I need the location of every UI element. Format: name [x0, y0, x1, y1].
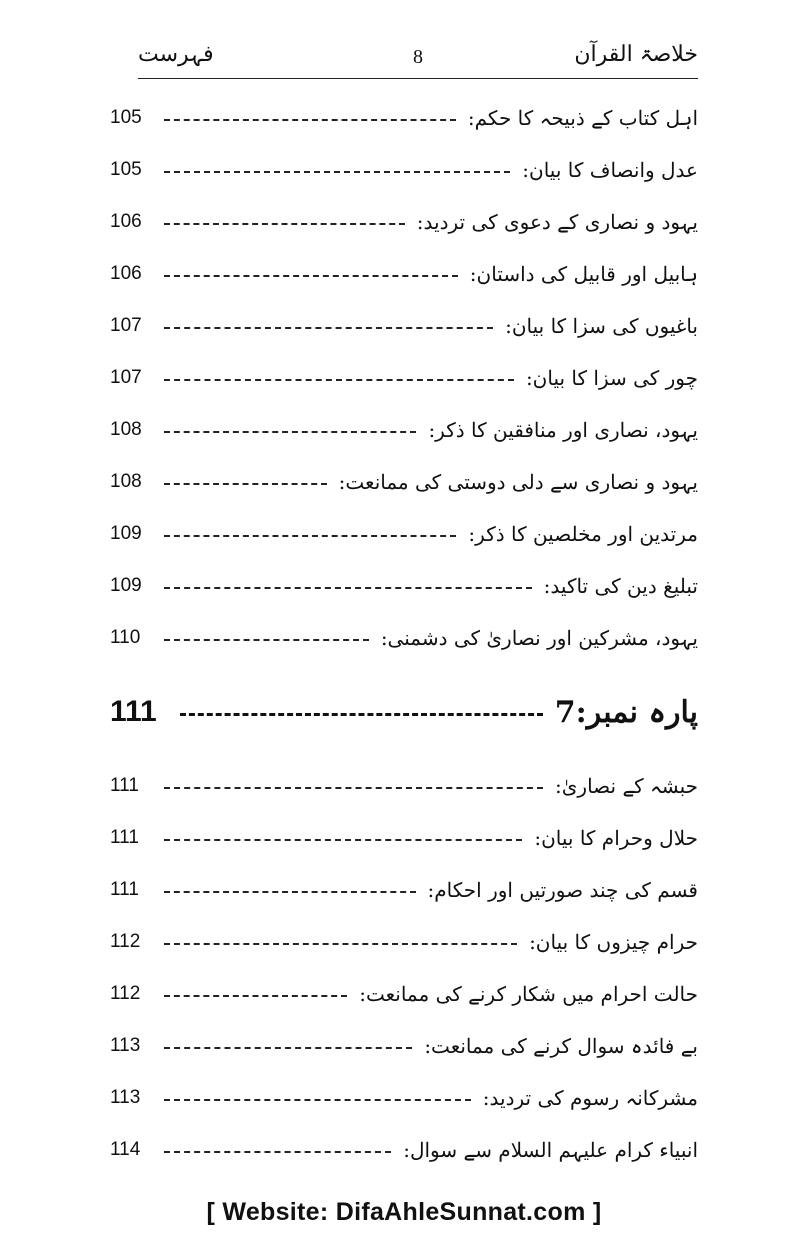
toc-row [110, 916, 698, 968]
dotted-leader [164, 891, 416, 893]
dotted-leader [164, 1151, 391, 1153]
toc-row [110, 92, 698, 144]
toc-entry-page: 111 [110, 879, 139, 900]
toc-row [110, 144, 698, 196]
toc-row [110, 508, 698, 560]
toc-entry-page: 111 [110, 775, 139, 796]
toc-entry-title: بے فائدہ سوال کرنے کی ممانعت: [424, 1034, 698, 1058]
toc-entry-page: 107 [110, 315, 142, 336]
toc-row [110, 352, 698, 404]
toc-entry-title: یہود، نصاری اور منافقین کا ذکر: [428, 418, 698, 442]
dotted-leader [164, 327, 493, 329]
dotted-leader [180, 713, 543, 716]
toc-entry-title: حالت احرام میں شکار کرنے کی ممانعت: [359, 982, 698, 1006]
toc-entry-title: حبشہ کے نصاریٰ: [555, 774, 698, 798]
toc-entry-page: 112 [110, 931, 141, 952]
toc-row [110, 404, 698, 456]
toc-row [110, 560, 698, 612]
dotted-leader [164, 483, 327, 485]
website-footer: [ Website: DifaAhleSunnat.com ] [206, 1198, 602, 1226]
toc-entry-page: 108 [110, 471, 142, 492]
dotted-leader [164, 431, 416, 433]
toc-entry-page: 113 [110, 1035, 141, 1056]
toc-entry-title: اہل کتاب کے ذبیحہ کا حکم: [467, 106, 698, 130]
toc-row [110, 612, 698, 664]
dotted-leader [164, 943, 517, 945]
dotted-leader [164, 379, 514, 381]
dotted-leader [164, 535, 456, 537]
toc-entry-title: باغیوں کی سزا کا بیان: [505, 314, 698, 338]
toc-entry-page: 110 [110, 627, 141, 648]
toc-entry-page: 106 [110, 211, 142, 232]
toc-row [110, 300, 698, 352]
toc-entry-title: انبیاء کرام علیہم السلام سے سوال: [403, 1138, 698, 1162]
dotted-leader [164, 639, 369, 641]
para-heading [110, 664, 698, 760]
dotted-leader [164, 1047, 412, 1049]
toc-entry-page: 105 [110, 159, 142, 180]
toc-entry-title: قسم کی چند صورتیں اور احکام: [427, 878, 698, 902]
dotted-leader [164, 787, 543, 789]
toc-entry-page: 112 [110, 983, 141, 1004]
toc-entry-page: 106 [110, 263, 142, 284]
toc-row [110, 864, 698, 916]
toc-entry-page: 109 [110, 575, 142, 596]
toc-entry-title: یہود و نصاری سے دلی دوستی کی ممانعت: [338, 470, 698, 494]
toc-row [110, 1072, 698, 1124]
dotted-leader [164, 171, 510, 173]
toc-row [110, 196, 698, 248]
page-header [138, 38, 698, 79]
toc-row [110, 1020, 698, 1072]
toc-entry-title: حلال وحرام کا بیان: [534, 826, 698, 850]
header-page-number: 8 [413, 46, 423, 68]
toc-row [110, 456, 698, 508]
toc-entry-title: تبلیغ دین کی تاکید: [543, 574, 698, 598]
toc-entry-page: 111 [110, 827, 139, 848]
dotted-leader [164, 275, 458, 277]
toc-entry-title: حرام چیزوں کا بیان: [529, 930, 698, 954]
toc-row [110, 760, 698, 812]
toc-entry-page: 107 [110, 367, 142, 388]
toc-entry-title: مرتدین اور مخلصین کا ذکر: [468, 522, 698, 546]
toc-entry-title: ہابیل اور قابیل کی داستان: [469, 262, 698, 286]
header-section-title: فہرست [138, 42, 214, 67]
dotted-leader [164, 839, 522, 841]
dotted-leader [164, 587, 532, 589]
dotted-leader [164, 223, 405, 225]
para-heading-page: 111 [110, 695, 157, 728]
toc-entry-title: چور کی سزا کا بیان: [525, 366, 698, 390]
toc-entry-title: یہود و نصاری کے دعوی کی تردید: [416, 210, 698, 234]
dotted-leader [164, 1099, 471, 1101]
toc-entry-page: 105 [110, 107, 142, 128]
toc-entry-title: مشرکانہ رسوم کی تردید: [482, 1086, 698, 1110]
toc-entry-title: یہود، مشرکین اور نصاریٰ کی دشمنی: [380, 626, 698, 650]
toc-entry-page: 109 [110, 523, 142, 544]
toc-entry-title: عدل وانصاف کا بیان: [522, 158, 698, 182]
dotted-leader [164, 119, 456, 121]
toc-row [110, 1124, 698, 1176]
toc-row [110, 968, 698, 1020]
toc-entry-page: 108 [110, 419, 142, 440]
dotted-leader [164, 995, 347, 997]
table-of-contents [110, 92, 698, 1176]
header-book-title: خلاصۃ القرآن [574, 42, 698, 67]
toc-row [110, 248, 698, 300]
toc-entry-page: 113 [110, 1087, 141, 1108]
para-heading-title: پارہ نمبر:7 [554, 694, 698, 730]
toc-row [110, 812, 698, 864]
toc-entry-page: 114 [110, 1139, 141, 1160]
